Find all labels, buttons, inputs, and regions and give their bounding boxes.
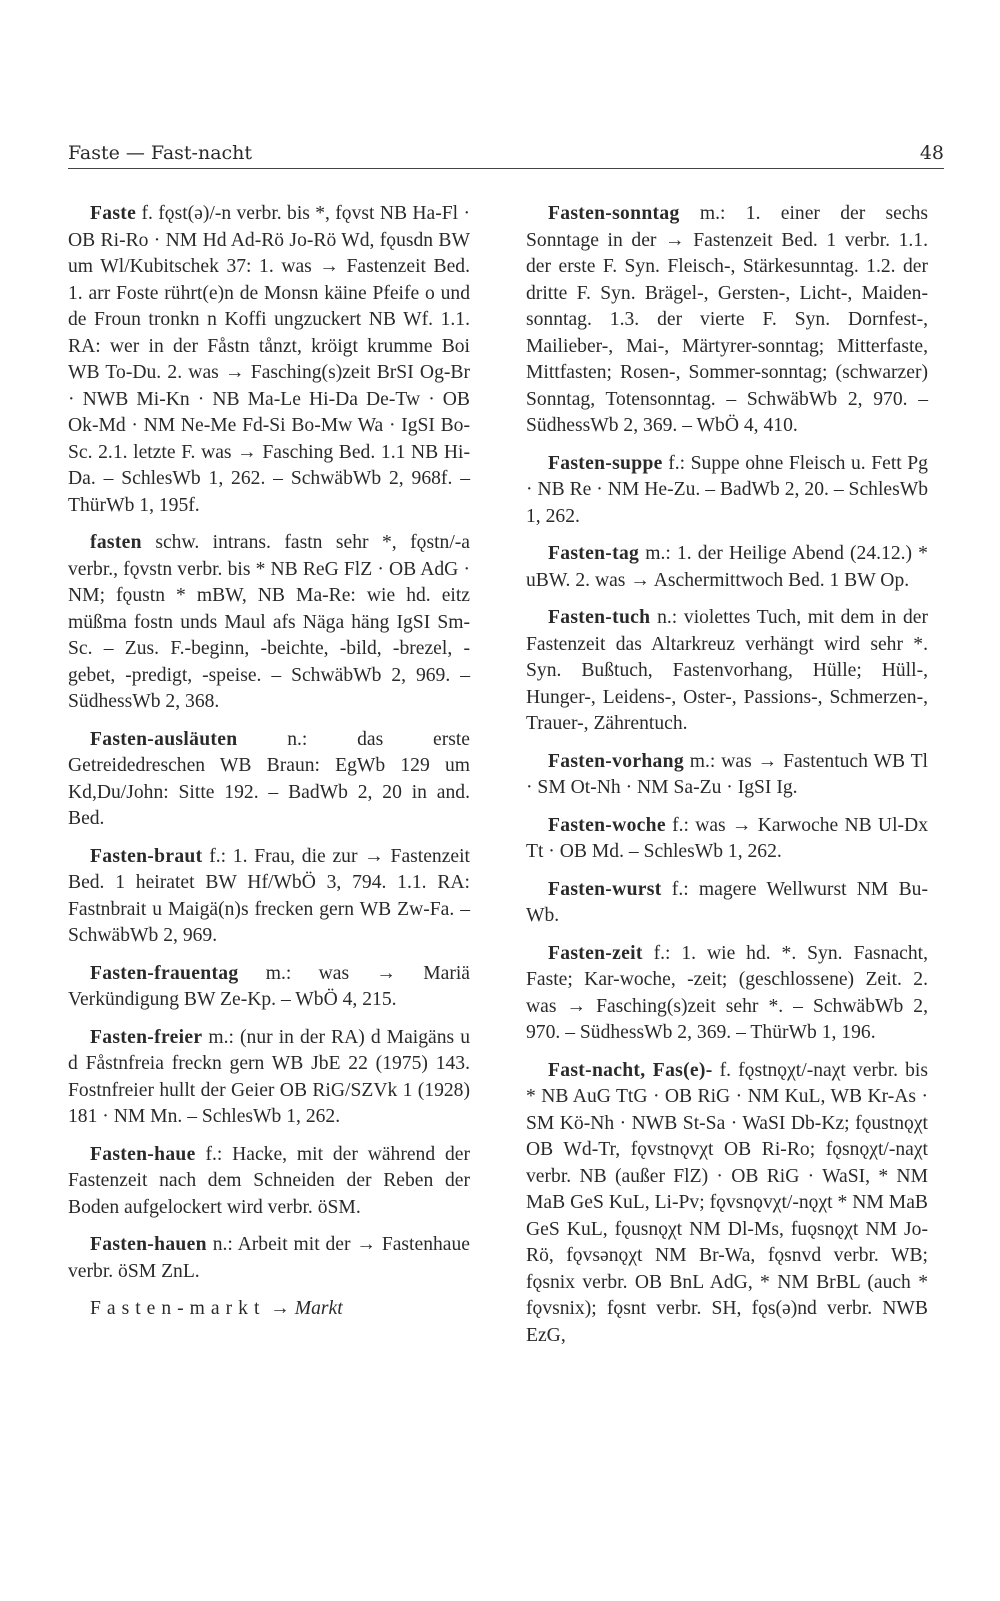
entry-headword: Fasten-vorhang	[548, 750, 684, 772]
entry-headword: Fast-nacht, Fas(e)-	[548, 1059, 713, 1081]
dictionary-entry	[68, 1296, 470, 1323]
dictionary-entry	[526, 605, 928, 738]
entry-body: m.: 1. der Heilige Abend (24.12.) * uBW. 2. was → Aschermittwoch Bed. 1 BW Op.	[526, 543, 928, 591]
entry-headword: Fasten-tag	[548, 543, 640, 564]
dictionary-entry	[68, 530, 470, 716]
entry-headword: Fasten-markt	[90, 1298, 266, 1319]
entry-body: → Markt	[270, 1298, 343, 1319]
dictionary-entry	[526, 451, 928, 531]
entry-body: f.: was → Karwoche NB Ul-Dx Tt · OB Md. – SchlesWb 1, 262.	[526, 814, 928, 862]
entry-headword: Fasten-hauen	[90, 1234, 207, 1255]
dictionary-entry	[68, 727, 470, 833]
entry-body: f.: 1. wie hd. *. Syn. Fasnacht, Faste; Kar-woche, -zeit; (geschlossene) Zeit. 2. was → Fasching(s)zeit sehr *. – SchwäbWb 2, 970. – SüdhessWb 2, 369. – ThürWb 1, 196.	[526, 942, 928, 1043]
entry-body: schw. intrans. fastn sehr *, fǫstn/-a verbr., fǫvstn verbr. bis * NB ReG FlZ · OB AdG · NM; fǫustn * mBW, NB Ma-Re: wie hd. eitz müßma fostn unds Maul afs Näga häng IgSI Sm-Sc. – Zus. F.-beginn, -beichte, -bild, -brezel, -gebet, -predigt, -speise. – SchwäbWb 2, 969. – SüdhessWb 2, 368.	[68, 532, 470, 712]
entry-body: n.: Arbeit mit der → Fastenhaue verbr. öSM ZnL.	[68, 1234, 470, 1282]
dictionary-entry	[68, 1232, 470, 1285]
entry-headword: Fasten-suppe	[548, 452, 663, 474]
entry-headword: Fasten-frauentag	[90, 962, 239, 984]
entry-body: f.: 1. Frau, die zur → Fastenzeit Bed. 1 heiratet BW Hf/WbÖ 3, 794. 1.1. RA: Fastnbrait u Maigä(n)s frecken gern WB Zw-Fa. – SchwäbWb 2, 969.	[68, 845, 470, 946]
entry-body: f.: Hacke, mit der während der Fastenzeit nach dem Schneiden der Reben der Boden aufgelockert wird verbr. öSM.	[68, 1143, 470, 1218]
entry-headword: fasten	[90, 532, 142, 553]
right-column	[526, 201, 928, 1360]
dictionary-entry	[526, 201, 928, 440]
entry-headword: Fasten-wurst	[548, 878, 662, 900]
entry-headword: Fasten-freier	[90, 1026, 203, 1048]
dictionary-entry	[526, 1058, 928, 1350]
entry-body: m.: (nur in der RA) d Maigäns u d Fåstnfreia freckn gern WB JbE 22 (1975) 143. Fostnfreier hullt der Geier OB RiG/SZVk 1 (1928) 181 · NM Mn. – SchlesWb 1, 262.	[68, 1026, 470, 1127]
dictionary-entry	[526, 877, 928, 930]
dictionary-entry	[526, 749, 928, 802]
entry-body: m.: 1. einer der sechs Sonntage in der → Fastenzeit Bed. 1 verbr. 1.1. der erste F. Syn. Fleisch-, Stärkesunntag. 1.2. der dritte F. Syn. Brägel-, Gersten-, Licht-, Maiden-sonntag. 1.3. der vierte F. Syn. Dornfest-, Mailieber-, Mai-, Märtyrer-sonntag; Mitterfaste, Mittfasten; Rosen-, Sommer-sonntag; (schwarzer) Sonntag, Totensonntag. – SchwäbWb 2, 970. – SüdhessWb 2, 369. – WbÖ 4, 410.	[526, 203, 928, 436]
entry-headword: Fasten-sonntag	[548, 203, 680, 224]
dictionary-entry	[526, 541, 928, 594]
dictionary-entry	[526, 813, 928, 866]
entry-body: f.: Suppe ohne Fleisch u. Fett Pg · NB Re · NM He-Zu. – BadWb 2, 20. – SchlesWb 1, 262.	[526, 452, 928, 527]
entry-body: f.: magere Wellwurst NM Bu-Wb.	[526, 878, 928, 926]
dictionary-entry	[68, 1025, 470, 1131]
entry-headword: Fasten-woche	[548, 814, 666, 836]
entry-headword: Fasten-braut	[90, 845, 203, 867]
entry-body: m.: was → Mariä Verkündigung BW Ze-Kp. – WbÖ 4, 215.	[68, 962, 470, 1010]
entry-body: n.: violettes Tuch, mit dem in der Fastenzeit das Altarkreuz verhängt wird sehr *. Syn. Bußtuch, Fastenvorhang, Hülle; Hüll-, Hunger-, Leidens-, Oster-, Passions-, Schmerzen-, Trauer-, Zährentuch.	[526, 607, 928, 734]
left-column	[68, 201, 470, 1334]
entry-body: n.: das erste Getreidedreschen WB Braun: EgWb 129 um Kd,Du/John: Sitte 192. – BadWb 2, 20 in and. Bed.	[68, 728, 470, 829]
entry-headword: Fasten-zeit	[548, 942, 643, 964]
running-title: Faste — Fast-nacht	[68, 142, 253, 164]
page-number: 48	[919, 142, 944, 164]
dictionary-entry	[68, 201, 470, 519]
dictionary-entry	[68, 1142, 470, 1222]
dictionary-entry	[68, 961, 470, 1014]
running-header	[68, 140, 944, 169]
entry-body: f. fǫstnǫχt/-naχt verbr. bis * NB AuG TtG · OB RiG · NM KuL, WB Kr-As · SM Kö-Nh · NWB St-Sa · WaSI Db-Kz; fǫustnǫχt OB Wd-Tr, fǫvstnǫvχt OB Ri-Ro; fǫsnǫχt/-naχt verbr. NB (außer FlZ) · OB RiG · WaSI, * NM MaB GeS KuL, Li-Pv; fǫvsnǫvχt/-nǫχt * NM MaB GeS KuL, fǫusnǫχt NM Dl-Ms, fuǫsnǫχt NM Jo-Rö, fǫvsənǫχt NM Br-Wa, fǫsnvd verbr. WB; fǫsnix verbr. OB BnL AdG, * NM BrBL (auch * fǫvsnix); fǫsnt verbr. SH, fǫs(ə)nd verbr. NWB EzG,	[526, 1059, 928, 1346]
entry-headword: Fasten-haue	[90, 1143, 196, 1165]
entry-headword: Faste	[90, 203, 137, 224]
dictionary-entry	[526, 941, 928, 1047]
entry-body: m.: was → Fastentuch WB Tl · SM Ot-Nh · NM Sa-Zu · IgSI Ig.	[526, 750, 928, 798]
entry-headword: Fasten-ausläuten	[90, 728, 238, 750]
entry-body: f. fǫst(ə)/-n verbr. bis *, fǫvst NB Ha-Fl · OB Ri-Ro · NM Hd Ad-Rö Jo-Rö Wd, fǫusdn BW um Wl/Kubitschek 37: 1. was → Fastenzeit Bed. 1. arr Foste rührt(e)n de Monsn käine Pfeife o und de Froun tronkn n Koffi ungzuckert NB Wf. 1.1. RA: wer in der Fåstn tånzt, kröigt krumme Boi WB To-Du. 2. was → Fasching(s)zeit BrSI Og-Br · NWB Mi-Kn · NB Ma-Le Hi-Da De-Tw · OB Ok-Md · NM Ne-Me Fd-Si Bo-Mw Wa · IgSI Bo-Sc. 2.1. letzte F. was → Fasching Bed. 1.1 NB Hi-Da. – SchlesWb 1, 262. – SchwäbWb 2, 968f. – ThürWb 1, 195f.	[68, 203, 470, 516]
dictionary-entry	[68, 844, 470, 950]
entry-headword: Fasten-tuch	[548, 607, 651, 628]
